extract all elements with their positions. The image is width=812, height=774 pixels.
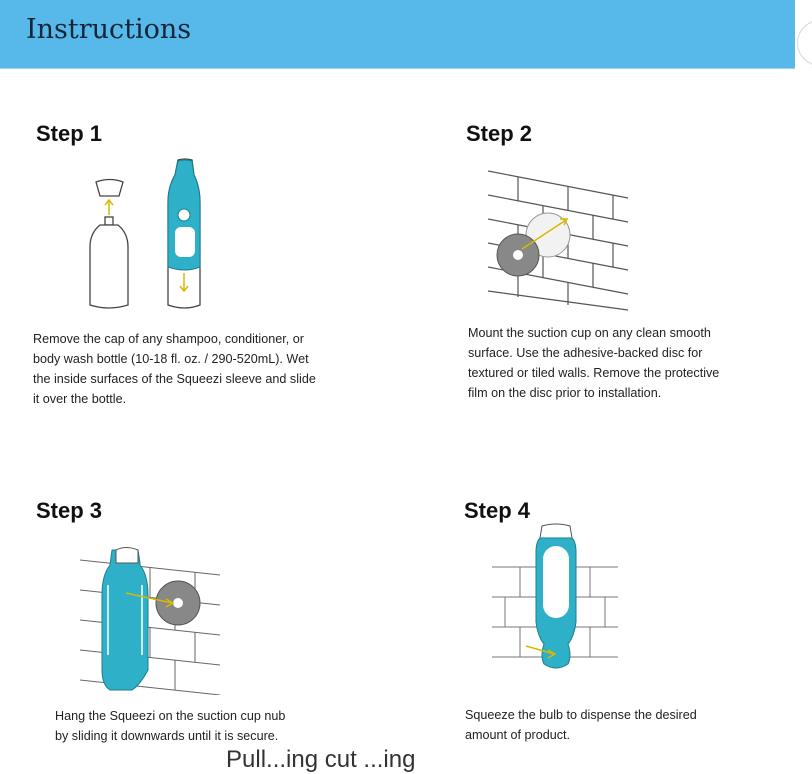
step-2-line: film on the disc prior to installation. [468, 386, 662, 400]
step-2-illustration [488, 165, 638, 315]
step-4-description [465, 705, 785, 745]
step-2-title: Step 2 [466, 121, 533, 146]
step-1-line: Remove the cap of any shampoo, conditioner, or [33, 332, 304, 346]
step-1-line: body wash bottle (10-18 fl. oz. / 290-520mL). Wet [33, 352, 309, 366]
step-4-line: Squeeze the bulb to dispense the desired [465, 708, 697, 722]
step-1-description [33, 329, 393, 409]
step-3-title: Step 3 [36, 498, 103, 523]
step-1-title: Step 1 [36, 121, 103, 146]
header-bar [0, 0, 795, 69]
step-2-line: Mount the suction cup on any clean smooth [468, 326, 711, 340]
step-4-illustration [490, 522, 630, 682]
step-2-line: surface. Use the adhesive-backed disc for [468, 346, 703, 360]
step-3-line: Hang the Squeezi on the suction cup nub [55, 709, 286, 723]
step-4-title: Step 4 [464, 498, 531, 523]
step-1-line: the inside surfaces of the Squeezi sleeve and slide [33, 372, 316, 386]
step-3-illustration [80, 545, 230, 695]
step-3-line: by sliding it downwards until it is secure. [55, 729, 279, 743]
footer-caption-partial: Pull...ing cut ...ing [226, 746, 416, 773]
step-1-line: it over the bottle. [33, 392, 127, 406]
step-2-description [468, 323, 788, 403]
step-2-line: textured or tiled walls. Remove the protective [468, 366, 720, 380]
step-4-line: amount of product. [465, 728, 571, 742]
carousel-next-button[interactable] [797, 20, 812, 66]
step-1-illustration [80, 155, 230, 310]
step-3-description [55, 706, 375, 746]
page-title: Instructions [26, 14, 192, 45]
